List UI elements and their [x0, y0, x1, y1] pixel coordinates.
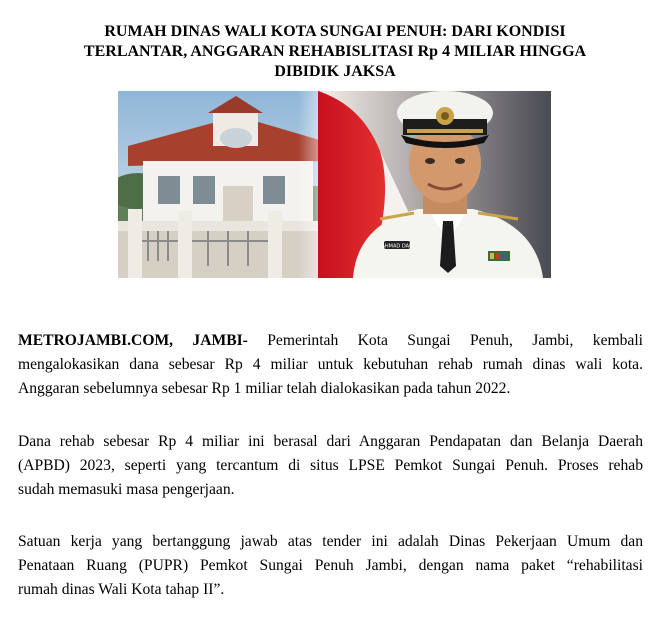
paragraph-3-line-3: rumah dinas Wali Kota tahap II”. [18, 581, 225, 598]
title-line-1: RUMAH DINAS WALI KOTA SUNGAI PENUH: DARI KONDISI [104, 23, 566, 40]
paragraph-3-line-2: Penataan Ruang (PUPR) Pemkot Sungai Penuh Jambi, dengan nama paket “rehabilitasi [18, 557, 643, 574]
paragraph-2-line-3: sudah memasuki masa pengerjaan. [18, 481, 235, 498]
dateline: METROJAMBI.COM, JAMBI- [18, 332, 248, 349]
paragraph-3-line-1: Satuan kerja yang bertanggung jawab atas tender ini adalah Dinas Pekerjaan Umum dan [18, 533, 643, 550]
paragraph-1-line-1 [18, 329, 643, 353]
paragraph-2 [18, 430, 643, 502]
title-line-3: DIBIDIK JAKSA [274, 63, 396, 80]
paragraph-1 [18, 329, 643, 401]
nametag-text: AHMAD DAR [381, 243, 413, 250]
paragraph-3 [18, 530, 643, 602]
paragraph-1-line-3: Anggaran sebelumnya sebesar Rp 1 miliar telah dialokasikan pada tahun 2022. [18, 380, 511, 397]
paragraph-1-line-2: mengalokasikan dana sebesar Rp 4 miliar untuk kebutuhan rehab rumah dinas wali kota. [18, 356, 643, 373]
title-line-2: TERLANTAR, ANGGARAN REHABISLITASI Rp 4 MILIAR HINGGA [83, 43, 587, 60]
paragraph-2-line-1: Dana rehab sebesar Rp 4 miliar ini berasal dari Anggaran Pendapatan dan Belanja Daerah [18, 433, 643, 450]
paragraph-2-line-2: (APBD) 2023, seperti yang tercantum di situs LPSE Pemkot Sungai Penuh. Proses rehab [18, 457, 643, 474]
paragraph-1-line-1-text: Pemerintah Kota Sungai Penuh, Jambi, kembali [247, 332, 643, 349]
article-title [40, 22, 630, 82]
article-photo [118, 91, 551, 278]
